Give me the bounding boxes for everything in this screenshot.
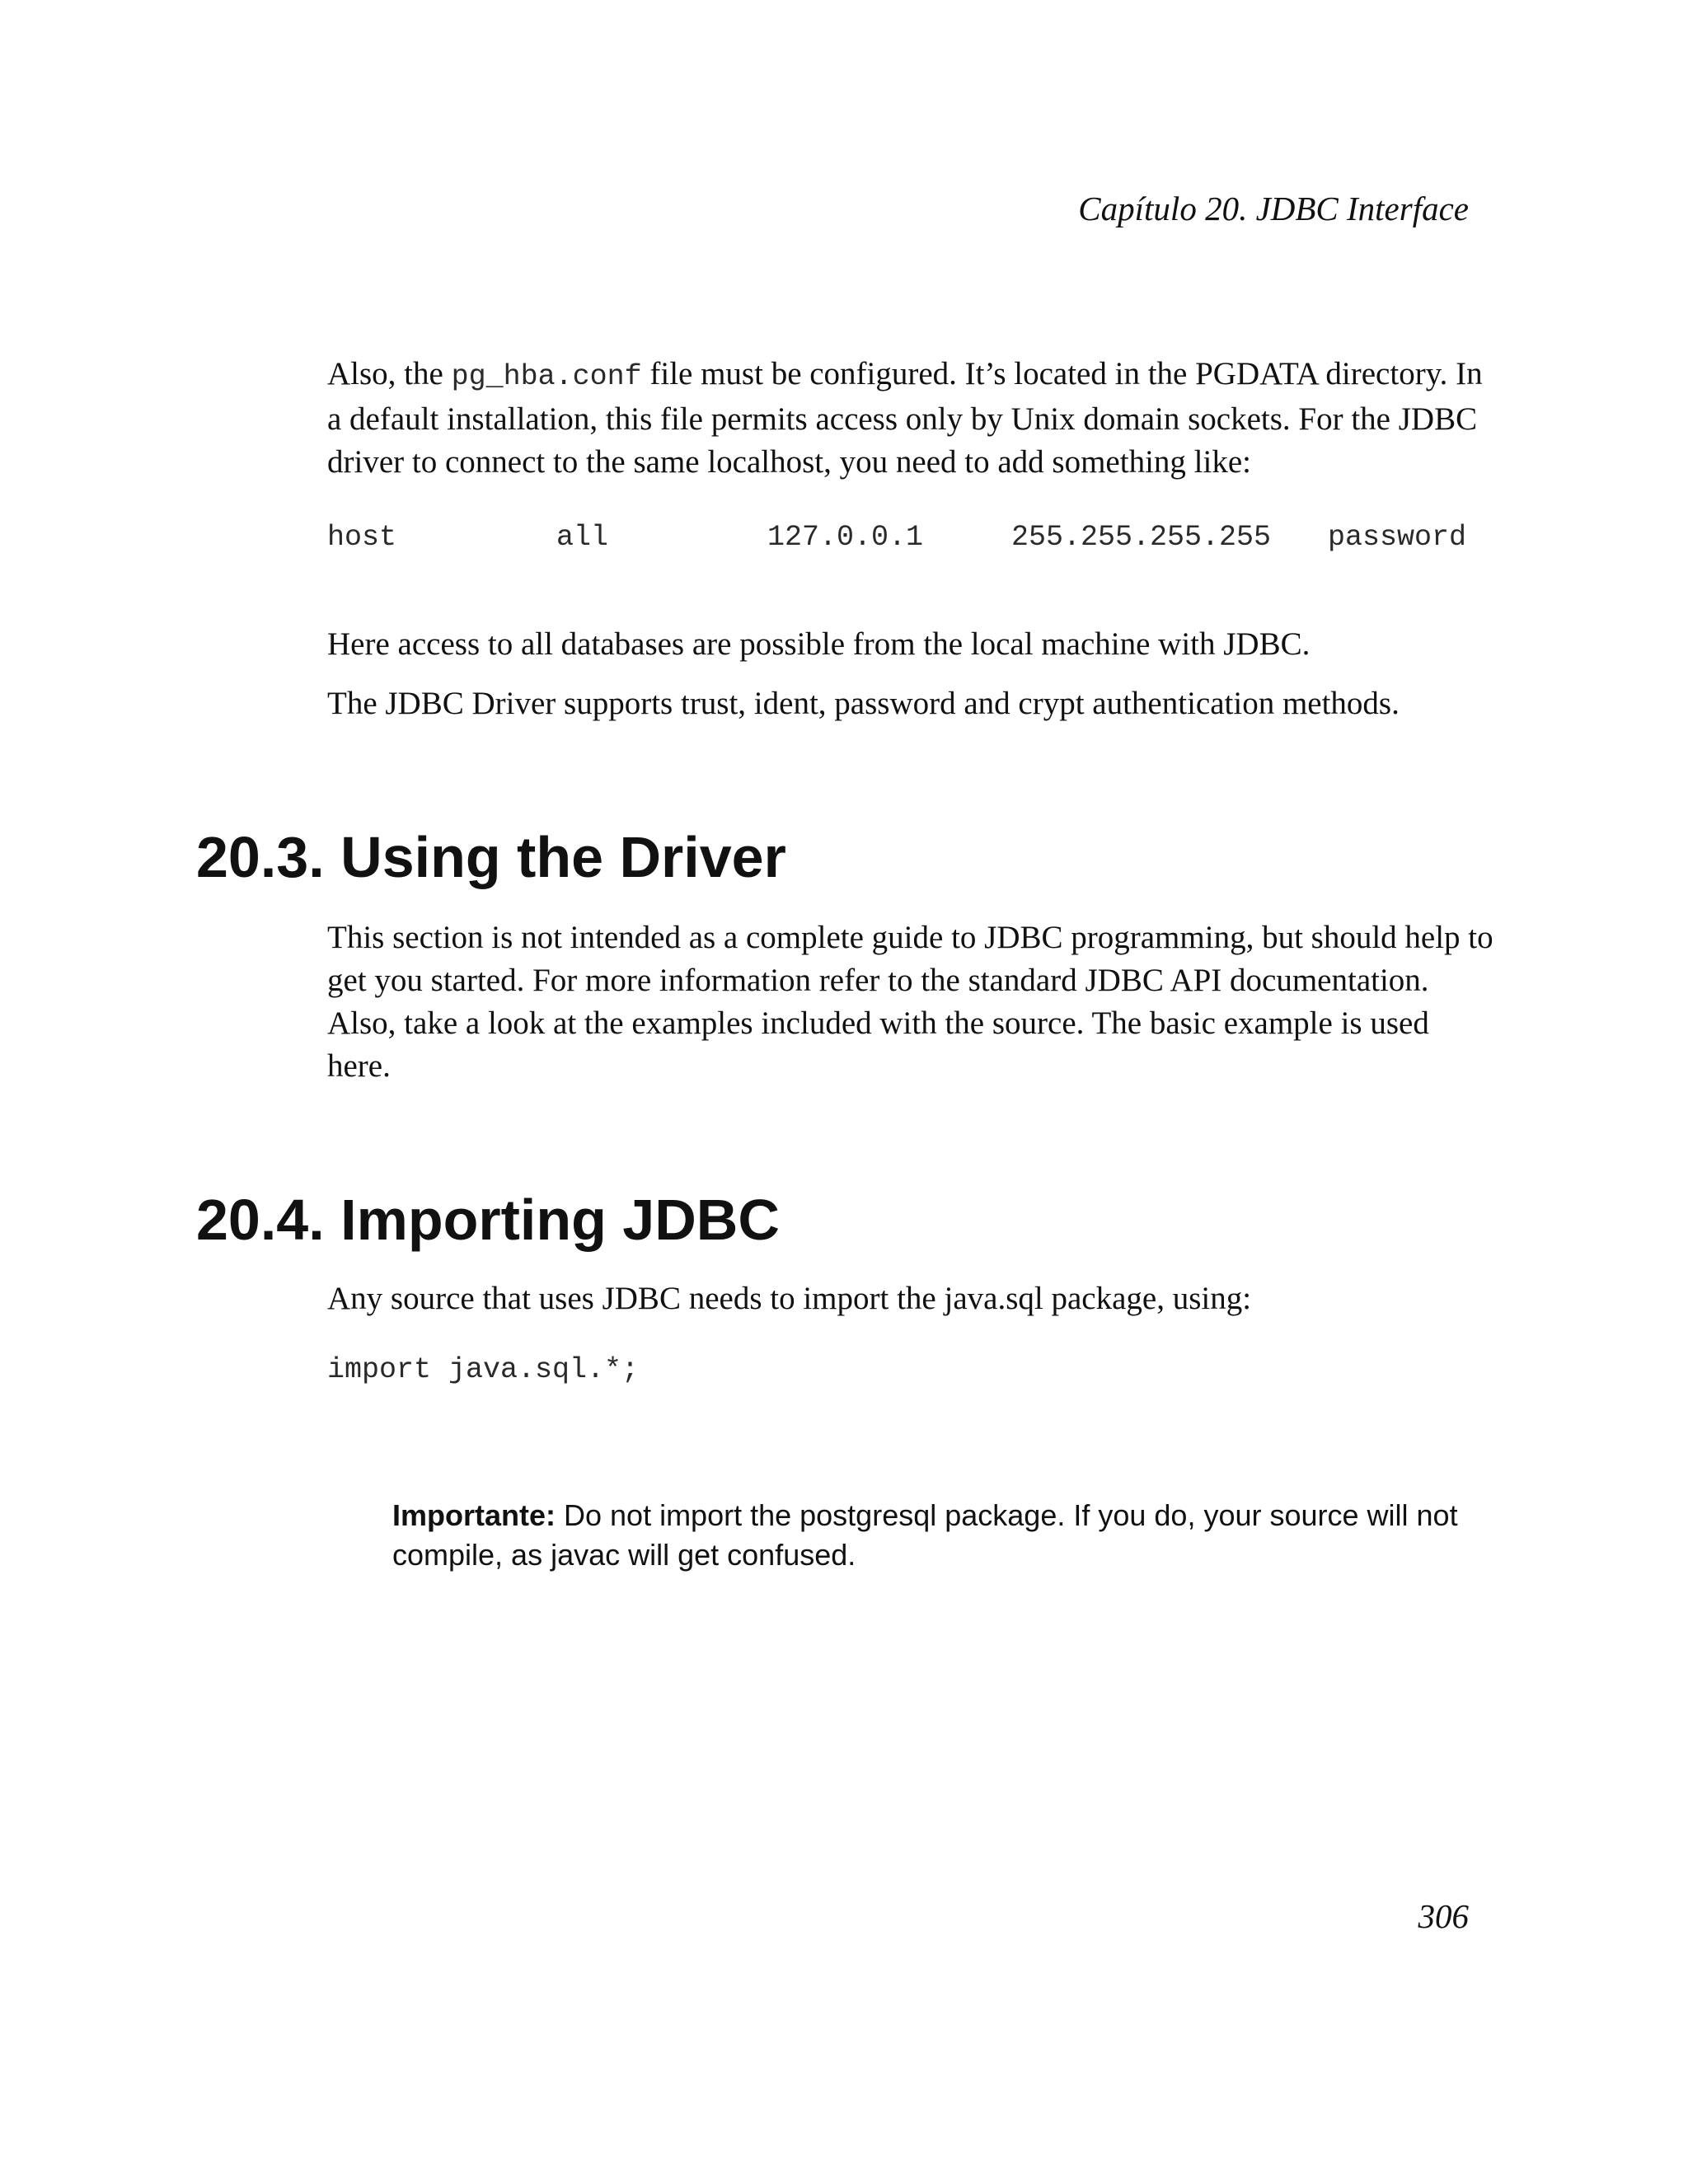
intro-paragraph	[327, 353, 1498, 484]
hba-field-method: password	[1328, 521, 1467, 554]
page-number: 306	[1418, 1897, 1469, 1935]
section-heading-importing-jdbc: 20.4. Importing JDBC	[196, 1188, 780, 1252]
auth-methods-paragraph: The JDBC Driver supports trust, ident, password and crypt authentication methods.	[327, 686, 1400, 721]
access-paragraph: Here access to all databases are possible from the local machine with JDBC.	[327, 626, 1311, 662]
inline-code-filename: pg_hba.conf	[451, 360, 642, 393]
importing-paragraph: Any source that uses JDBC needs to import the java.sql package, using:	[327, 1281, 1252, 1316]
hba-field-address: 127.0.0.1	[767, 521, 924, 554]
important-note	[392, 1496, 1497, 1575]
section-heading-using-driver: 20.3. Using the Driver	[196, 825, 786, 889]
import-code-block: import java.sql.*;	[327, 1353, 640, 1386]
hba-field-database: all	[556, 521, 609, 554]
hba-config-line	[327, 519, 1481, 555]
hba-field-type: host	[327, 521, 397, 554]
running-header: Capítulo 20. JDBC Interface	[1078, 190, 1469, 227]
using-driver-paragraph: This section is not intended as a complete guide to JDBC programming, but should help to get you started. For more information refer to the standard JDBC API documentation. Also, take a look at the examples included with the source. The basic example is used here.	[327, 920, 1493, 1084]
note-text: Do not import the postgresql package. If you do, your source will not compile, as javac will get confused.	[392, 1498, 1458, 1572]
intro-text-after: file must be configured. It’s located in the PGDATA directory. In a default installation, this file permits access only by Unix domain sockets. For the JDBC driver to connect to the same localhost, you need to add something like:	[327, 356, 1483, 480]
intro-text-before: Also, the	[327, 356, 452, 391]
hba-field-mask: 255.255.255.255	[1011, 521, 1272, 554]
note-label: Importante:	[392, 1498, 556, 1532]
